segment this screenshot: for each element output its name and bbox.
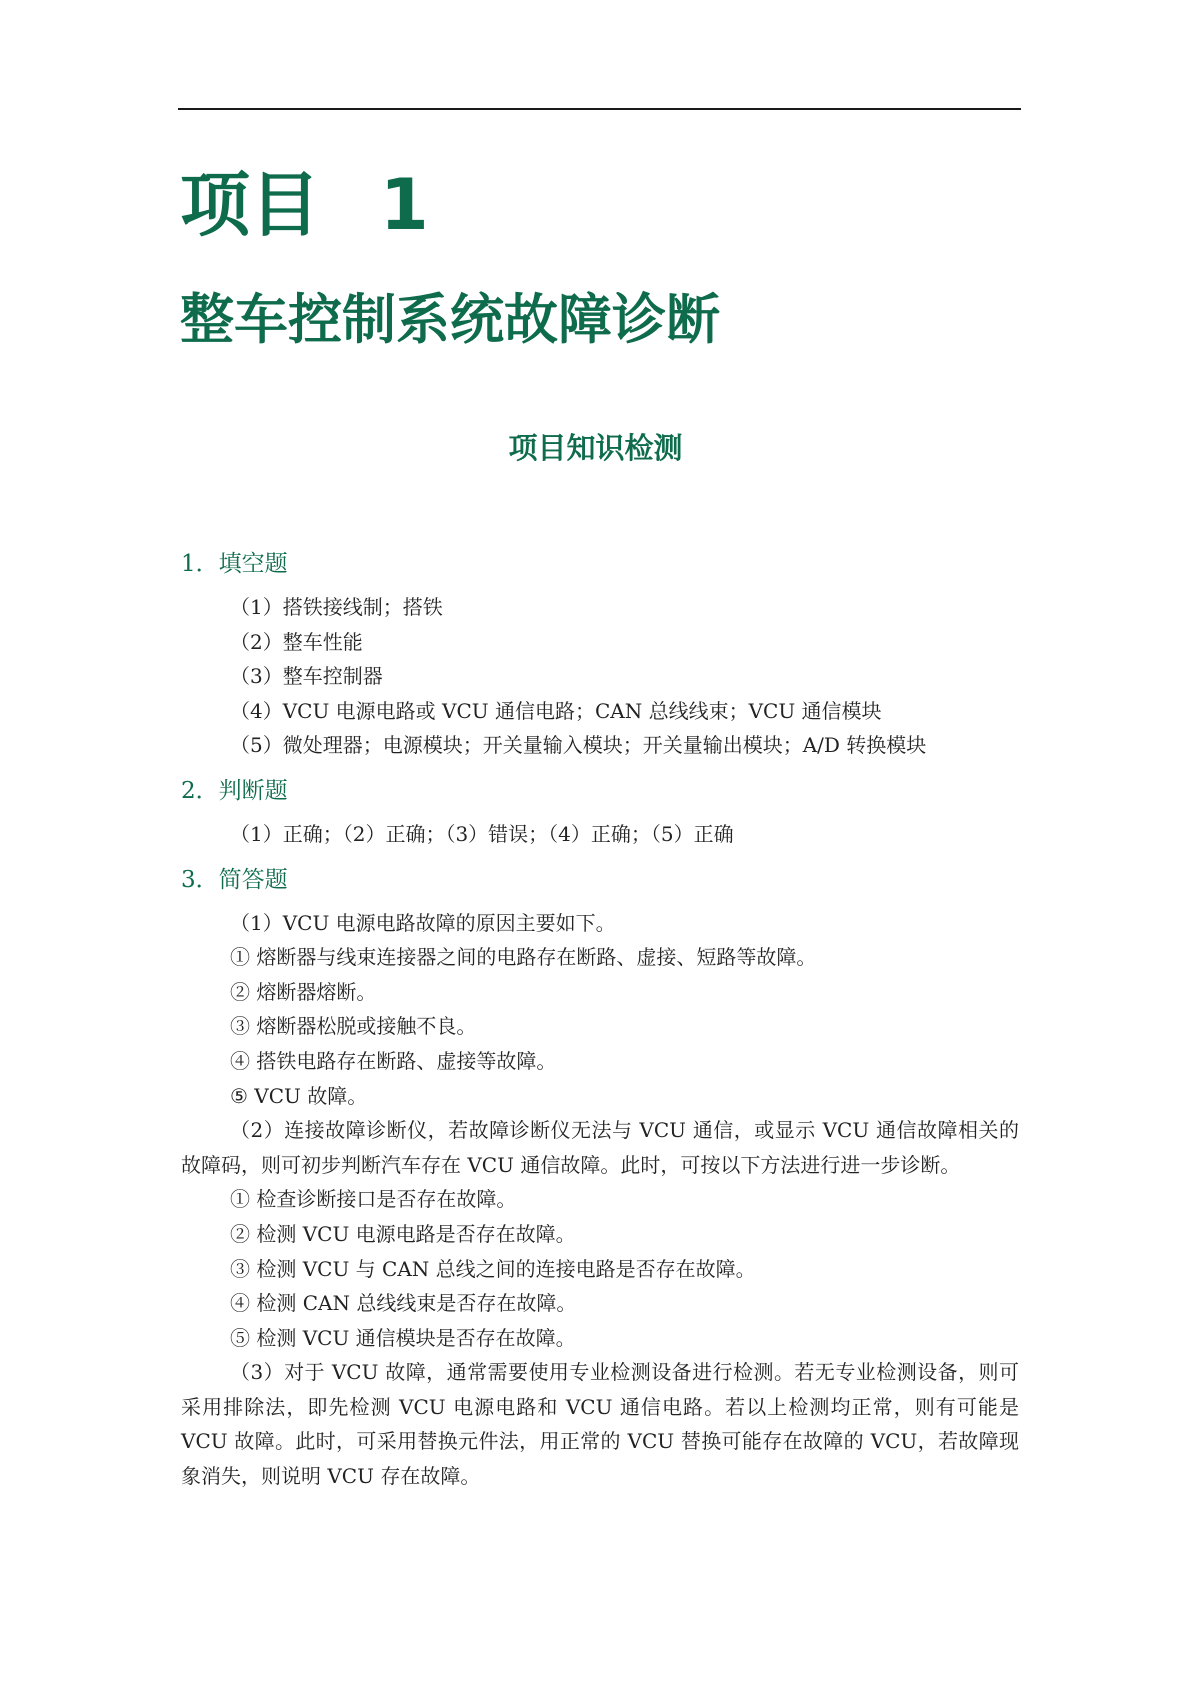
q3-text: （3）对于 VCU 故障，通常需要使用专业检测设备进行检测。若无专业检测设备，则可采用排除法，即先检测 VCU 电源电路和 VCU 通信电路。若以上检测均正常，则有可能是 VCU 故障。此时，可采用替换元件法，用正常的 VCU 替换可能存在故障的 VCU，若故障现象消失，则说明 VCU 存在故障。 xyxy=(181,1360,1019,1489)
short-answer-heading: 3．简答题 xyxy=(181,866,288,893)
q1-item-4: ④ 搭铁电路存在断路、虚接等故障。 xyxy=(230,1048,557,1073)
q2-item-3: ③ 检测 VCU 与 CAN 总线之间的连接电路是否存在故障。 xyxy=(230,1256,756,1281)
q1-item-1: ① 熔断器与线束连接器之间的电路存在断路、虚接、短路等故障。 xyxy=(230,945,817,970)
true-false-answer: （1）正确；（2）正确；（3）错误；（4）正确；（5）正确 xyxy=(230,821,734,846)
project-number: 1 xyxy=(380,164,429,246)
fill-blank-answer-4: （4）VCU 电源电路或 VCU 通信电路；CAN 总线线束；VCU 通信模块 xyxy=(230,698,882,723)
q1-item-2: ② 熔断器熔断。 xyxy=(230,979,377,1004)
fill-blank-answers xyxy=(181,590,1019,763)
q1-item-3: ③ 熔断器松脱或接触不良。 xyxy=(230,1014,477,1039)
q1-intro: （1）VCU 电源电路故障的原因主要如下。 xyxy=(230,910,616,935)
fill-blank-answer-1: （1）搭铁接线制；搭铁 xyxy=(230,595,443,619)
fill-blank-answer-2: （2）整车性能 xyxy=(230,629,363,654)
q2-item-2: ② 检测 VCU 电源电路是否存在故障。 xyxy=(230,1221,576,1246)
short-answer-body xyxy=(181,906,1019,1494)
q1-item-5: ⑤ VCU 故障。 xyxy=(230,1083,368,1108)
fill-blank-answer-5: （5）微处理器；电源模块；开关量输入模块；开关量输出模块；A/D 转换模块 xyxy=(230,733,927,758)
true-false-heading: 2．判断题 xyxy=(181,777,288,804)
project-label xyxy=(180,160,429,250)
top-rule xyxy=(178,108,1021,110)
fill-blank-answer-3: （3）整车控制器 xyxy=(230,664,383,689)
q2-item-1: ① 检查诊断接口是否存在故障。 xyxy=(230,1187,517,1212)
section-title: 项目知识检测 xyxy=(508,431,683,465)
project-title: 整车控制系统故障诊断 xyxy=(180,288,720,351)
document-body xyxy=(181,544,1019,1494)
q2-item-4: ④ 检测 CAN 总线线束是否存在故障。 xyxy=(230,1291,577,1316)
true-false-answers xyxy=(181,817,1019,852)
fill-blank-heading: 1．填空题 xyxy=(181,551,288,577)
q2-intro: （2）连接故障诊断仪，若故障诊断仪无法与 VCU 通信，或显示 VCU 通信故障相关的故障码，则可初步判断汽车存在 VCU 通信故障。此时，可按以下方法进行进一步诊断。 xyxy=(181,1118,1019,1177)
project-word: 项目 xyxy=(180,164,320,246)
q2-item-5: ⑤ 检测 VCU 通信模块是否存在故障。 xyxy=(230,1325,576,1350)
